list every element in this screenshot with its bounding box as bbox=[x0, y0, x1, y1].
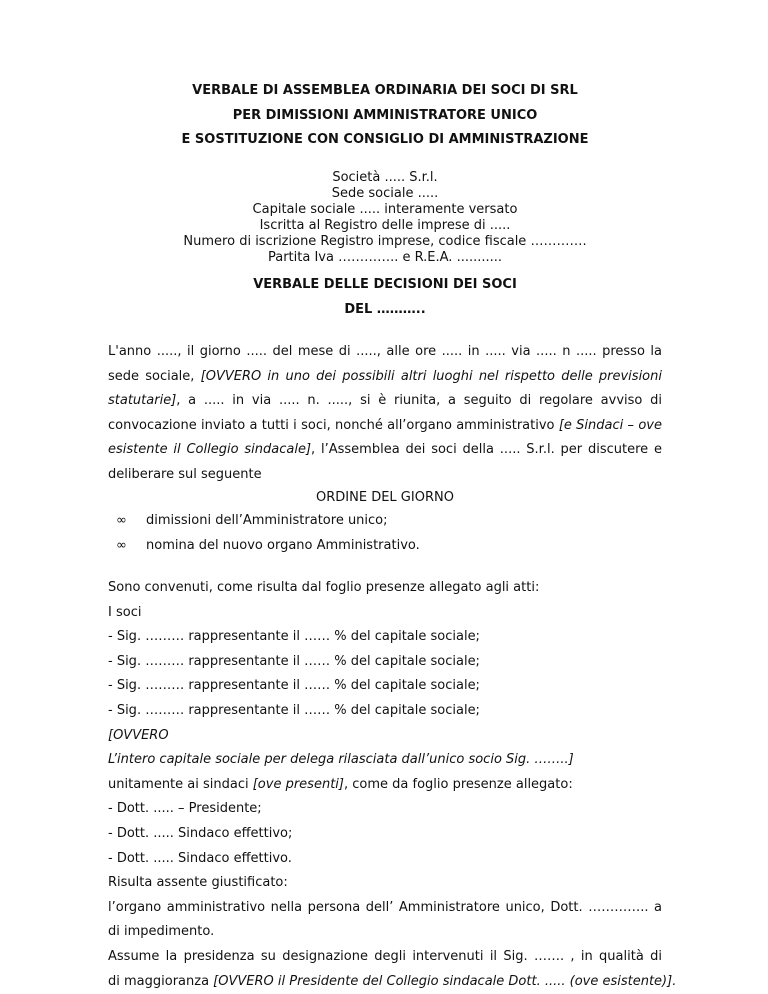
italic-note: [e Sindaci – ove bbox=[558, 417, 662, 433]
sindaco-line: - Dott. ..... – Presidente; bbox=[108, 801, 262, 817]
company-info bbox=[108, 170, 662, 266]
document-title bbox=[108, 79, 662, 153]
intro-paragraph bbox=[108, 340, 662, 488]
agenda bbox=[108, 487, 662, 558]
alternative-note: L’intero capitale sociale per delega rilasciata dall’unico socio Sig. ……..] bbox=[108, 752, 574, 768]
italic-note: esistente il Collegio sindacale] bbox=[108, 442, 312, 458]
text: convocazione inviato a tutti i soci, nonché all’organo amministrativo bbox=[108, 417, 559, 433]
absent-label: Risulta assente giustificato: bbox=[108, 875, 288, 891]
subtitle-line: VERBALE DELLE DECISIONI DEI SOCI bbox=[253, 277, 517, 292]
socio-line: - Sig. ……… rappresentante il …… % del capitale sociale; bbox=[108, 702, 480, 718]
text: , a ..... in via ..... n. ....., si è riunita, a seguito di regolare avviso di bbox=[176, 393, 662, 409]
soci-label: I soci bbox=[108, 604, 142, 620]
company-tax-code: Numero di iscrizione Registro imprese, codice fiscale …………. bbox=[183, 234, 587, 249]
subtitle-date: DEL ……….. bbox=[344, 301, 426, 317]
socio-line: - Sig. ……… rappresentante il …… % del capitale sociale; bbox=[108, 629, 480, 645]
minutes-subtitle bbox=[108, 273, 662, 322]
agenda-item-text: nomina del nuovo organo Amministrativo. bbox=[146, 537, 420, 553]
title-line: PER DIMISSIONI AMMINISTRATORE UNICO bbox=[232, 107, 538, 123]
socio-line: - Sig. ……… rappresentante il …… % del capitale sociale; bbox=[108, 678, 480, 694]
italic-note: statutarie] bbox=[108, 393, 177, 409]
agenda-heading: ORDINE DEL GIORNO bbox=[316, 490, 454, 505]
sindaco-line: - Dott. ..... Sindaco effettivo; bbox=[108, 825, 293, 841]
intro-line: deliberare sul seguente bbox=[108, 466, 262, 482]
agenda-item-text: dimissioni dell’Amministratore unico; bbox=[146, 513, 388, 528]
agenda-item bbox=[108, 509, 662, 534]
sindaci-intro bbox=[108, 773, 662, 798]
italic-note: [OVVERO in uno dei possibili altri luoghi nel rispetto delle previsioni bbox=[200, 368, 662, 384]
text: , l’Assemblea dei soci della ..... S.r.l. per discutere e bbox=[311, 442, 662, 458]
italic-note: [OVVERO il Presidente del Collegio sindacale Dott. ..... (ove esistente)]. bbox=[213, 973, 677, 989]
intro-line bbox=[108, 438, 662, 463]
attendance-section bbox=[108, 576, 677, 994]
intro-line bbox=[108, 389, 662, 414]
absent-line: l’organo amministrativo nella persona dell’ Amministratore unico, Dott. ………….. a bbox=[108, 899, 662, 915]
bullet-icon: ∞ bbox=[116, 513, 127, 528]
company-registry: Iscritta al Registro delle imprese di ..... bbox=[259, 218, 511, 233]
agenda-item bbox=[108, 534, 662, 559]
intro-line bbox=[108, 414, 662, 439]
bullet-icon: ∞ bbox=[116, 537, 127, 553]
title-line: VERBALE DI ASSEMBLEA ORDINARIA DEI SOCI DI SRL bbox=[192, 83, 578, 98]
text: di maggioranza bbox=[108, 973, 214, 989]
intro-line: L'anno ....., il giorno ..... del mese di ....., alle ore ..... in ..... via ..... n ..... presso la bbox=[108, 344, 662, 359]
title-line: E SOSTITUZIONE CON CONSIGLIO DI AMMINISTRAZIONE bbox=[181, 132, 589, 148]
text: unitamente ai sindaci bbox=[108, 776, 253, 792]
presidency-line bbox=[108, 970, 677, 994]
socio-line: - Sig. ……… rappresentante il …… % del capitale sociale; bbox=[108, 653, 480, 669]
company-seat: Sede sociale ..... bbox=[331, 186, 439, 201]
text: sede sociale, bbox=[108, 368, 201, 384]
company-vat: Partita Iva ………….. e R.E.A. ........... bbox=[267, 250, 503, 265]
absent-line: di impedimento. bbox=[108, 924, 215, 940]
presidency-line: Assume la presidenza su designazione degli intervenuti il Sig. ……. , in qualità di bbox=[108, 948, 662, 964]
company-capital: Capitale sociale ..... interamente versato bbox=[252, 202, 518, 217]
intro-line bbox=[108, 365, 662, 390]
italic-note: [ove presenti] bbox=[252, 776, 344, 792]
company-name: Società ..... S.r.l. bbox=[332, 170, 438, 185]
sindaco-line: - Dott. ..... Sindaco effettivo. bbox=[108, 850, 292, 866]
text: , come da foglio presenze allegato: bbox=[343, 776, 573, 792]
attendance-intro: Sono convenuti, come risulta dal foglio presenze allegato agli atti: bbox=[108, 580, 540, 595]
alternative-note: [OVVERO bbox=[108, 727, 169, 743]
